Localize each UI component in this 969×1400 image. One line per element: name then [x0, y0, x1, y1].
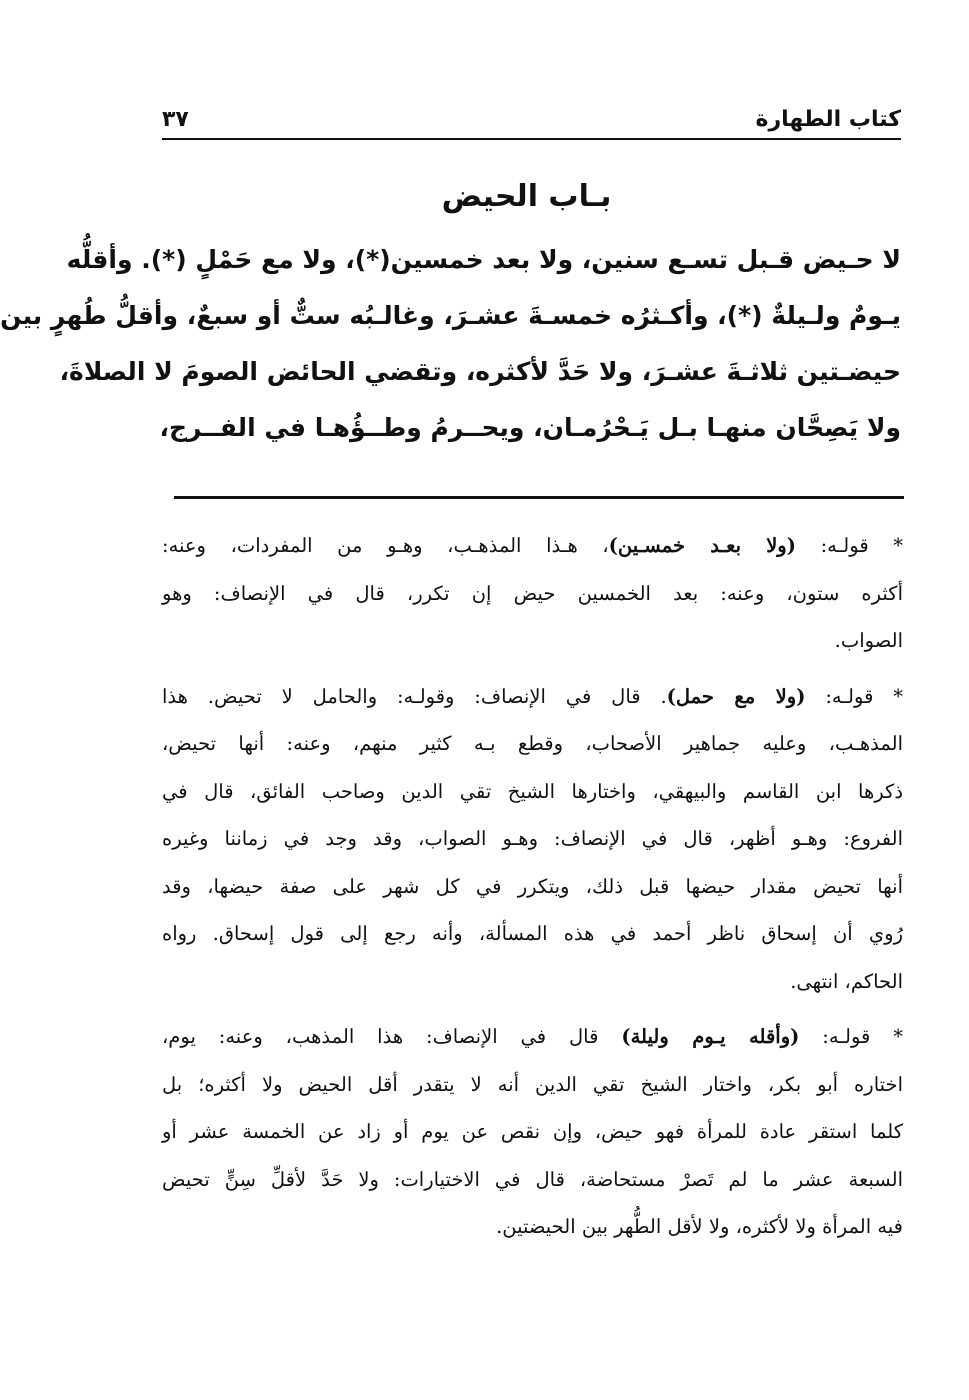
chapter-title: بـاب الحيض: [441, 179, 612, 214]
main-text-line: يـومٌ ولـيلةٌ (*)، وأكـثرُه خمسـةَ عشـرَ، وغالـبُه ستٌّ أو سبعٌ، وأقلُّ طُهرٍ بين: [0, 301, 901, 330]
footnote-marker: *: [893, 534, 903, 557]
footnote-marker: *: [893, 1025, 904, 1048]
footnote-line: فيه المرأة ولا لأكثره، ولا لأقل الطُّهر بين الحيضتين.: [496, 1215, 903, 1238]
footnote-quote: (وأقله يـوم وليلة): [621, 1025, 800, 1048]
footnote-line: أكثره ستون، وعنه: بعد الخمسين حيض إن تكرر، قال في الإنصاف: وهو: [162, 581, 903, 605]
footnote-text: . قال في الإنصاف: وقولـه: والحامل لا تحيض. هذا: [162, 684, 667, 708]
main-text-line: لا حـيض قـبل تسـع سنين، ولا بعد خمسين(*)، ولا مع حَمْلٍ (*). وأقلُّه: [66, 245, 901, 274]
footnote-label: قولـه:: [820, 534, 869, 557]
footnote: [162, 522, 903, 665]
footnote-line: [162, 1013, 903, 1061]
main-text: [0, 232, 901, 456]
footnote-line: الحاكم، انتهى.: [790, 969, 903, 993]
footnote-line: المذهـب، وعليه جماهير الأصحاب، وقطع بـه كثير منهم، وعنه: أنها تحيض،: [162, 732, 903, 755]
footnote: [162, 673, 903, 1006]
footnote-quote: (ولا مع حمل): [666, 684, 806, 708]
running-header: [162, 92, 901, 132]
book-title: كتاب الطهارة: [755, 107, 901, 132]
footnote-line: ذكرها ابن القاسم والبيهقي، واختارها الشيخ تقي الدين وصاحب الفائق، قال في: [162, 779, 903, 803]
footnote: [162, 1013, 903, 1251]
footnote-marker: *: [893, 684, 903, 708]
footnote-text: ، هـذا المذهـب، وهـو من المفردات، وعنه:: [162, 534, 609, 557]
main-text-line: حيضـتين ثلاثـةَ عشـرَ، ولا حَدَّ لأكثره، وتقضي الحائض الصومَ لا الصلاةَ،: [59, 357, 901, 386]
footnote-line: أنها تحيض مقدار حيضها قبل ذلك، ويتكرر في كل شهر على صفة حيضها، وقد: [162, 874, 903, 898]
footnote-line: الفروع: وهـو أظهر، قال في الإنصاف: وهـو الصواب، وقد وجد في زماننا وغيره: [162, 827, 903, 850]
footnote-line: كلما استقر عادة للمرأة فهو حيض، وإن نقص عن يوم أو زاد عن الخمسة عشر أو: [162, 1120, 903, 1143]
footnote-line: الصواب.: [834, 629, 903, 652]
footnote-line: اختاره أبو بكر، واختار الشيخ تقي الدين أنه لا يتقدر أقل الحيض ولا أكثره؛ بل: [162, 1072, 903, 1096]
page-number: ٣٧: [162, 107, 189, 132]
footnote-quote: (ولا بعـد خمسـين): [608, 534, 796, 557]
header-rule: [162, 138, 901, 140]
footnote-line: [162, 522, 903, 570]
footnote-line: السبعة عشر ما لم تَصرْ مستحاضة، قال في الاختيارات: ولا حَدَّ لأقلِّ سِنٍّ تحيض: [162, 1167, 903, 1191]
footnotes: [162, 522, 903, 1259]
footnote-text: قال في الإنصاف: هذا المذهب، وعنه: يوم،: [162, 1025, 599, 1048]
footnote-label: قولـه:: [822, 1025, 871, 1048]
main-text-line: ولا يَصِحَّان منهـا بـل يَـحْرُمـان، ويحــرمُ وطــؤُهـا في الفــرج،: [159, 413, 901, 442]
footnote-label: قولـه:: [825, 684, 874, 708]
footnote-line: رُوي أن إسحاق ناظر أحمد في هذه المسألة، وأنه رجع إلى قول إسحاق. رواه: [162, 922, 903, 945]
footnote-line: [162, 673, 903, 721]
footnote-separator: [174, 496, 904, 499]
